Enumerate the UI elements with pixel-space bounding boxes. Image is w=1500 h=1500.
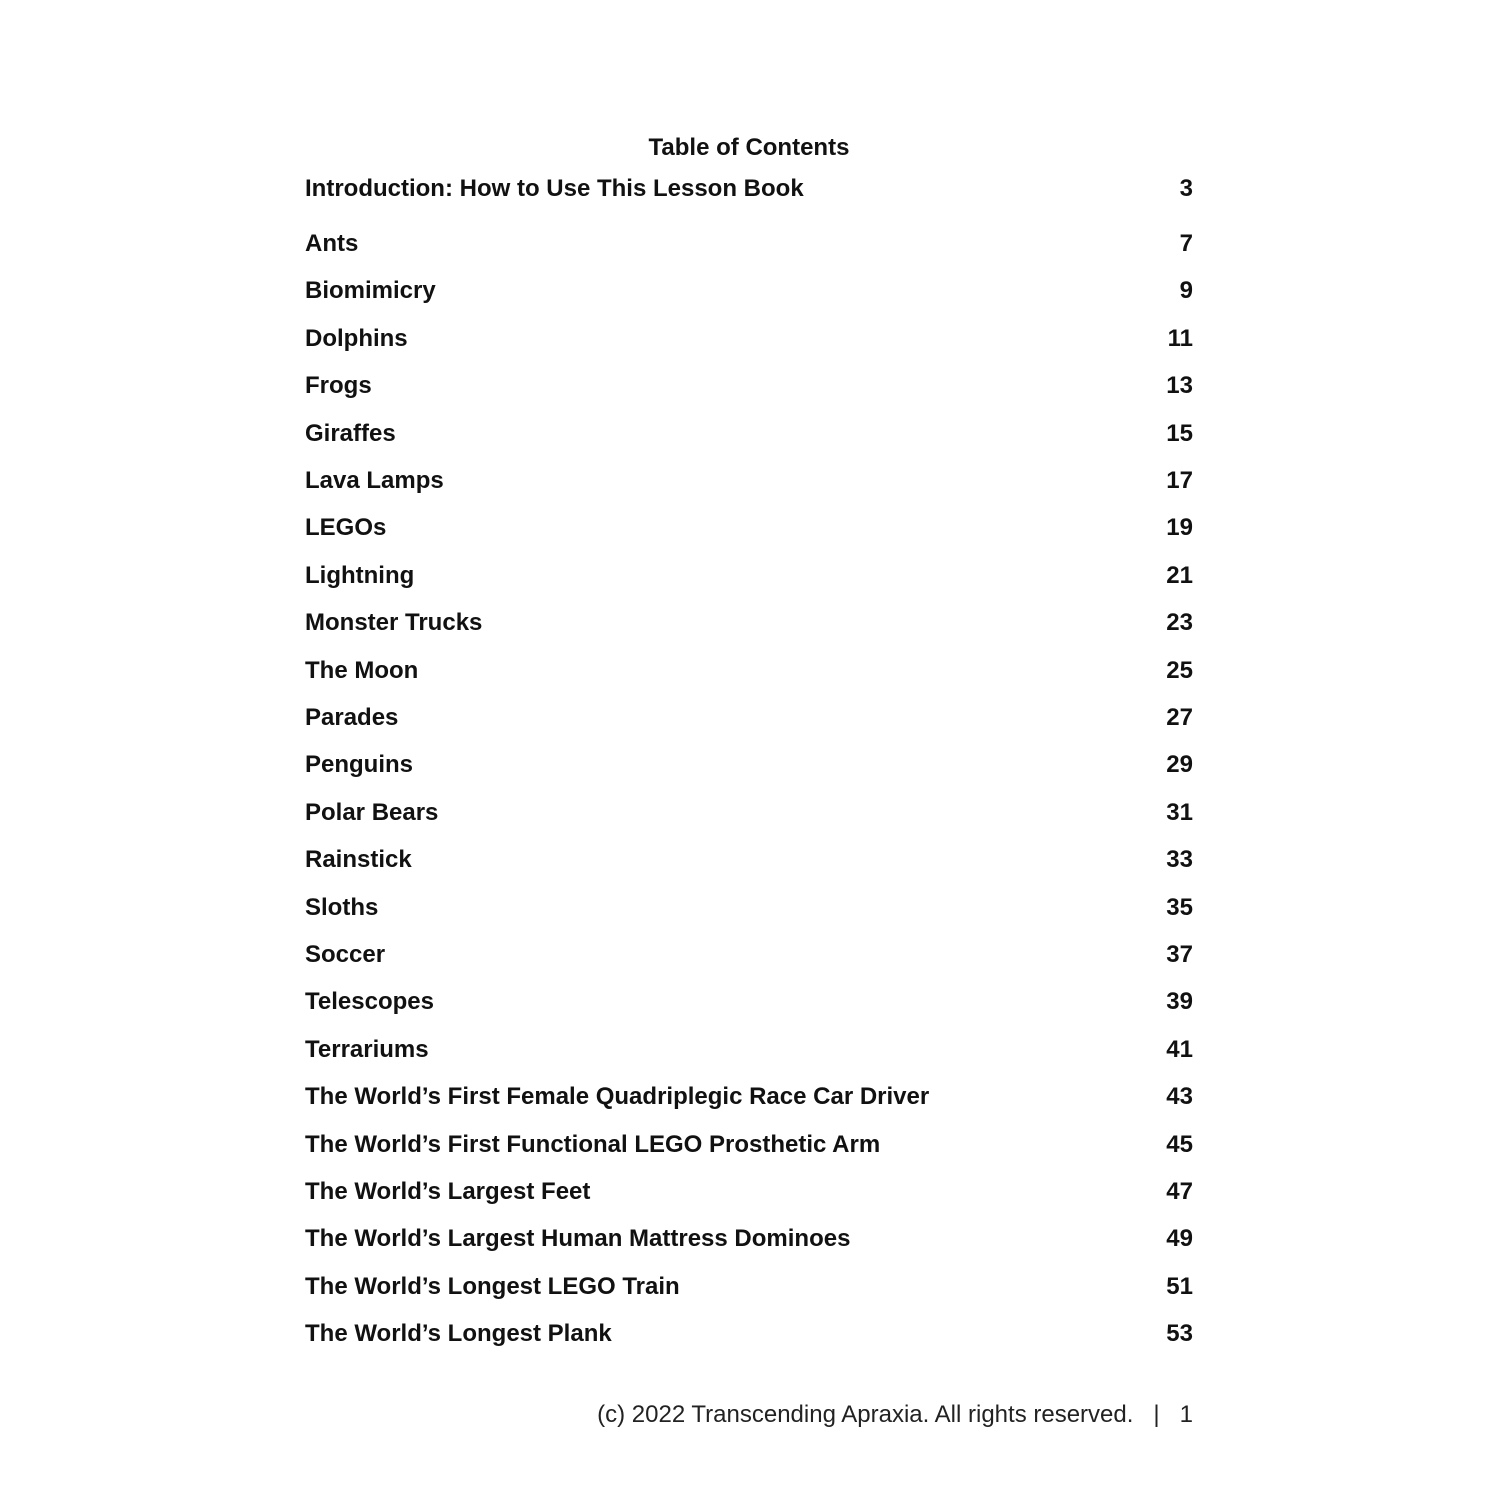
toc-entry-page: 19: [1166, 514, 1193, 542]
toc-entry-page: 31: [1166, 798, 1193, 826]
toc-entry: [305, 979, 1193, 1026]
toc-entry-label: Parades: [305, 703, 399, 731]
toc-entry-label: Ants: [305, 230, 359, 258]
toc-entry-page: 53: [1166, 1320, 1193, 1348]
toc-entry: [305, 884, 1193, 931]
toc-entry-page: 7: [1179, 230, 1193, 258]
toc-entry-label: Frogs: [305, 372, 372, 400]
toc-entry-page: 39: [1166, 988, 1193, 1016]
toc-entry-label: Introduction: How to Use This Lesson Book: [305, 175, 804, 202]
toc-entry-page: 11: [1167, 324, 1193, 352]
footer-separator: |: [1153, 1401, 1160, 1428]
toc-entry: [305, 931, 1193, 978]
toc-entry-page: 23: [1166, 609, 1193, 637]
toc-entry-page: 47: [1166, 1177, 1193, 1205]
toc-entry-label: LEGOs: [305, 514, 387, 542]
toc-entry-label: The World’s Largest Human Mattress Dominoes: [305, 1225, 851, 1253]
toc-entry: [305, 742, 1193, 789]
toc-entry: [305, 220, 1193, 267]
toc-entry-page: 13: [1166, 372, 1193, 400]
toc-entry-page: 45: [1166, 1130, 1193, 1158]
toc-entry-label: Monster Trucks: [305, 609, 483, 637]
toc-entry-label: Lightning: [305, 561, 415, 589]
toc-entry-label: The World’s Largest Feet: [305, 1177, 591, 1205]
toc-entry: [305, 410, 1193, 457]
toc-entry-label: Lava Lamps: [305, 467, 444, 495]
toc-entry: [305, 363, 1193, 410]
toc-entry-page: 49: [1166, 1225, 1193, 1253]
toc-entry: [305, 173, 1193, 205]
toc-entry-page: 3: [1179, 175, 1193, 202]
toc-entry-label: Polar Bears: [305, 798, 439, 826]
toc-entry-label: The World’s Longest Plank: [305, 1320, 612, 1348]
toc-entry-page: 9: [1179, 277, 1193, 305]
toc-entry-page: 25: [1166, 656, 1193, 684]
footer-copyright: (c) 2022 Transcending Apraxia. All rights reserved.: [597, 1401, 1134, 1428]
toc-entry-label: The World’s Longest LEGO Train: [305, 1272, 680, 1300]
toc-entry-page: 35: [1166, 893, 1193, 921]
toc-entry-page: 29: [1166, 751, 1193, 779]
toc-entry: [305, 789, 1193, 836]
toc-entry: [305, 1026, 1193, 1073]
toc-entry: [305, 694, 1193, 741]
toc-entry: [305, 315, 1193, 362]
toc-entry-label: Penguins: [305, 751, 414, 779]
toc-entry: [305, 1310, 1193, 1357]
toc-entry-label: The Moon: [305, 656, 419, 684]
toc-entry-label: Terrariums: [305, 1035, 429, 1063]
toc-entry: [305, 268, 1193, 315]
toc-entry: [305, 1263, 1193, 1310]
toc-entry: [305, 1121, 1193, 1168]
toc-entry: [305, 1168, 1193, 1215]
toc-heading: Table of Contents: [648, 134, 850, 161]
toc-entry-page: 37: [1166, 940, 1193, 968]
toc-entry-label: Biomimicry: [305, 277, 436, 305]
toc-entry: [305, 647, 1193, 694]
toc-entry-page: 41: [1166, 1035, 1193, 1063]
toc-entry-page: 43: [1166, 1083, 1193, 1111]
toc-entry-label: Rainstick: [305, 846, 412, 874]
toc-entry: [305, 600, 1193, 647]
toc-entry-label: The World’s First Functional LEGO Prosthetic Arm: [305, 1130, 881, 1158]
toc-list: [305, 173, 1193, 1358]
toc-entry: [305, 457, 1193, 504]
toc-entry-page: 21: [1166, 561, 1193, 589]
toc-entry: [305, 505, 1193, 552]
page-footer: [597, 1399, 1193, 1431]
toc-entry-label: Sloths: [305, 893, 379, 921]
toc-entry: [305, 552, 1193, 599]
toc-entry-page: 33: [1166, 846, 1193, 874]
footer-page-number: 1: [1179, 1401, 1193, 1428]
toc-entry: [305, 1216, 1193, 1263]
toc-entry-label: Dolphins: [305, 324, 408, 352]
toc-entry-label: Giraffes: [305, 419, 396, 447]
toc-entry-page: 17: [1166, 467, 1193, 495]
toc-entry-page: 27: [1166, 703, 1193, 731]
toc-entry-label: Telescopes: [305, 988, 434, 1016]
toc-entry: [305, 1073, 1193, 1120]
toc-entry: [305, 836, 1193, 883]
toc-entry-label: The World’s First Female Quadriplegic Race Car Driver: [305, 1083, 930, 1111]
toc-entry-page: 51: [1166, 1272, 1193, 1300]
toc-entry-page: 15: [1166, 419, 1193, 447]
toc-entry-label: Soccer: [305, 940, 386, 968]
